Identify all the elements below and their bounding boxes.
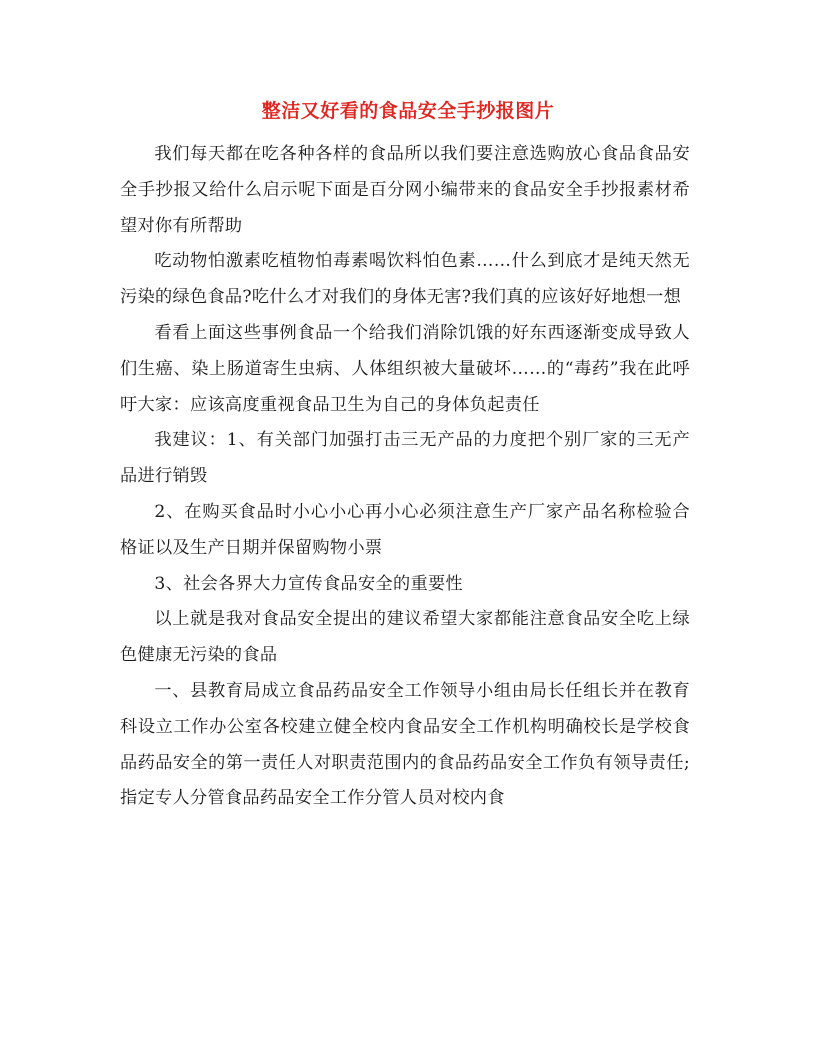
paragraph-examples: 看看上面这些事例食品一个给我们消除饥饿的好东西逐渐变成导致人们生癌、染上肠道寄生虫病、人体组织被大量破坏……的“毒药”我在此呼吁大家：应该高度重视食品卫生为自己的身体负起责任 xyxy=(120,322,690,415)
paragraph-suggestion-1: 我建议：1、有关部门加强打击三无产品的力度把个别厂家的三无产品进行销毁 xyxy=(120,430,690,487)
paragraph-suggestion-2: 2、在购买食品时小心小心再小心必须注意生产厂家产品名称检验合格证以及生产日期并保留购物小票 xyxy=(120,501,690,558)
document-body xyxy=(120,137,690,817)
paragraph-suggestion-3: 3、社会各界大力宣传食品安全的重要性 xyxy=(154,573,463,594)
paragraph-conclusion: 以上就是我对食品安全提出的建议希望大家都能注意食品安全吃上绿色健康无污染的食品 xyxy=(120,609,690,666)
paragraph-section-1: 一、县教育局成立食品药品安全工作领导小组由局长任组长并在教育科设立工作办公室各校建立健全校内食品安全工作机构明确校长是学校食品药品安全的第一责任人对职责范围内的食品药品安全工作负有领导责任;指定专人分管食品药品安全工作分管人员对校内食 xyxy=(120,680,690,809)
paragraph-question: 吃动物怕激素吃植物怕毒素喝饮料怕色素……什么到底才是纯天然无污染的绿色食品?吃什么才对我们的身体无害?我们真的应该好好地想一想 xyxy=(120,251,690,308)
document-title: 整洁又好看的食品安全手抄报图片 xyxy=(261,100,555,122)
paragraph-intro: 我们每天都在吃各种各样的食品所以我们要注意选购放心食品食品安全手抄报又给什么启示呢下面是百分网小编带来的食品安全手抄报素材希望对你有所帮助 xyxy=(120,144,690,236)
